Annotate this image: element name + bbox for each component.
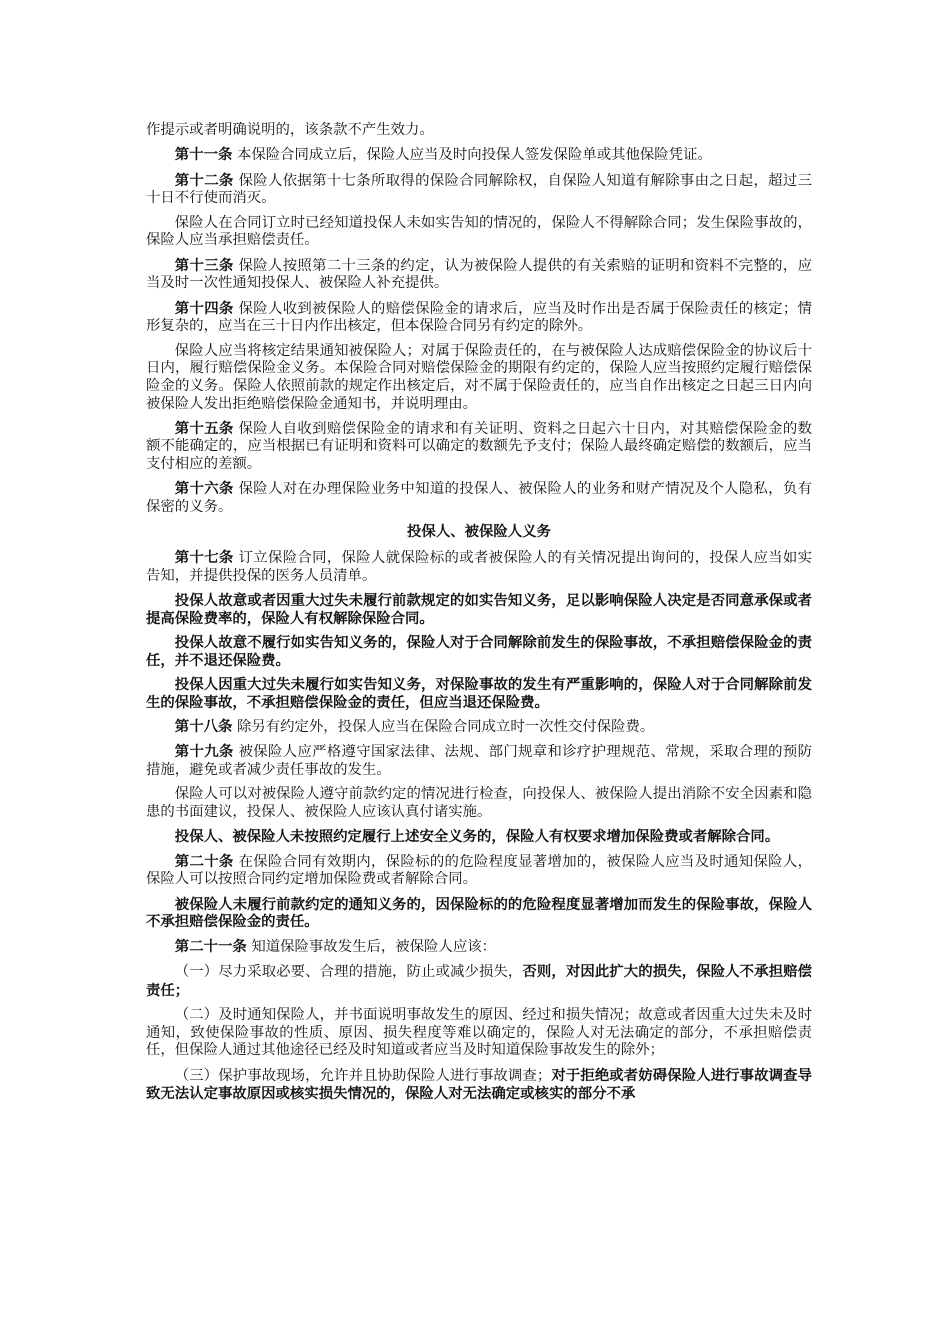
article-number: 第十三条 [174, 256, 234, 274]
article-number: 第二十条 [174, 852, 234, 870]
list-item-3: （三）保护事故现场，允许并且协助保险人进行事故调查；对于拒绝或者妨碍保险人进行事故调查导致无法认定事故原因或核实损失情况的，保险人对无法确定或核实的部分不承 [146, 1066, 812, 1103]
bold-paragraph: 投保人故意或者因重大过失未履行前款规定的如实告知义务，足以影响保险人决定是否同意承保或者提高保险费率的，保险人有权解除保险合同。 [146, 592, 812, 627]
article-13: 第十三条 保险人按照第二十三条的约定，认为被保险人提供的有关索赔的证明和资料不完整的，应当及时一次性通知投保人、被保险人补充提供。 [146, 256, 812, 292]
paragraph: 保险人在合同订立时已经知道投保人未如实告知的情况的，保险人不得解除合同；发生保险事故的，保险人应当承担赔偿责任。 [146, 214, 812, 249]
article-number: 第十五条 [174, 419, 234, 437]
bold-paragraph: 投保人、被保险人未按照约定履行上述安全义务的，保险人有权要求增加保险费或者解除合同。 [174, 828, 780, 846]
list-item-1: （一）尽力采取必要、合理的措施，防止或减少损失，否则，对因此扩大的损失，保险人不承担赔偿责任； [146, 963, 812, 999]
document-page [146, 122, 812, 1111]
article-11: 第十一条 本保险合同成立后，保险人应当及时向投保人签发保险单或其他保险凭证。 [174, 146, 712, 164]
article-number: 第十一条 [174, 146, 233, 164]
article-number: 第二十一条 [174, 937, 247, 955]
article-19: 第十九条 被保险人应严格遵守国家法律、法规、部门规章和诊疗护理规范、常规，采取合理的预防措施，避免或者减少责任事故的发生。 [146, 743, 812, 778]
article-number: 第十六条 [174, 480, 234, 498]
bold-paragraph: 投保人因重大过失未履行如实告知义务，对保险事故的发生有严重影响的，保险人对于合同解除前发生的保险事故，不承担赔偿保险金的责任，但应当退还保险费。 [146, 676, 812, 711]
article-20: 第二十条 在保险合同有效期内，保险标的的危险程度显著增加的，被保险人应当及时通知保险人，保险人可以按照合同约定增加保险费或者解除合同。 [146, 852, 812, 888]
article-15: 第十五条 保险人自收到赔偿保险金的请求和有关证明、资料之日起六十日内，对其赔偿保险金的数额不能确定的，应当根据已有证明和资料可以确定的数额先予支付；保险人最终确定赔偿的数额后，应当支付相应的差额。 [146, 419, 812, 473]
article-14: 第十四条 保险人收到被保险人的赔偿保险金的请求后，应当及时作出是否属于保险责任的核定；情形复杂的，应当在三十日内作出核定，但本保险合同另有约定的除外。 [146, 299, 812, 335]
article-16: 第十六条 保险人对在办理保险业务中知道的投保人、被保险人的业务和财产情况及个人隐私，负有保密的义务。 [146, 480, 812, 516]
article-17: 第十七条 订立保险合同，保险人就保险标的或者被保险人的有关情况提出询问的，投保人应当如实告知，并提供投保的医务人员清单。 [146, 549, 812, 584]
list-item-2: （二）及时通知保险人，并书面说明事故发生的原因、经过和损失情况；故意或者因重大过失未及时通知，致使保险事故的性质、原因、损失程度等难以确定的，保险人对无法确定的部分，不承担赔偿责任，但保险人通过其他途径已经及时知道或者应当及时知道保险事故发生的除外； [146, 1007, 812, 1059]
article-number: 第十七条 [174, 549, 234, 567]
article-number: 第十四条 [174, 299, 234, 317]
bold-paragraph: 被保险人未履行前款约定的通知义务的，因保险标的的危险程度显著增加而发生的保险事故，保险人不承担赔偿保险金的责任。 [146, 895, 812, 931]
article-number: 第十二条 [174, 171, 234, 189]
article-12: 第十二条 保险人依据第十七条所取得的保险合同解除权，自保险人知道有解除事由之日起，超过三十日不行使而消灭。 [146, 171, 812, 207]
article-18: 第十八条 除另有约定外，投保人应当在保险合同成立时一次性交付保险费。 [174, 717, 655, 735]
paragraph: 保险人应当将核定结果通知被保险人；对属于保险责任的，在与被保险人达成赔偿保险金的协议后十日内，履行赔偿保险金义务。本保险合同对赔偿保险金的期限有约定的，保险人应当按照约定履行赔偿保险金的义务。保险人依照前款的规定作出核定后，对不属于保险责任的，应当自作出核定之日起三日内向被保险人发出拒绝赔偿保险金通知书，并说明理由。 [146, 342, 812, 412]
section-heading: 投保人、被保险人义务 [407, 523, 551, 541]
paragraph: 保险人可以对被保险人遵守前款约定的情况进行检查，向投保人、被保险人提出消除不安全因素和隐患的书面建议，投保人、被保险人应该认真付诸实施。 [146, 786, 812, 820]
paragraph-continuation: 作提示或者明确说明的，该条款不产生效力。 [146, 122, 434, 138]
bold-paragraph: 投保人故意不履行如实告知义务的，保险人对于合同解除前发生的保险事故，不承担赔偿保险金的责任，并不退还保险费。 [146, 634, 812, 669]
article-number: 第十八条 [174, 717, 233, 735]
article-number: 第十九条 [174, 743, 234, 761]
article-21: 第二十一条 知道保险事故发生后，被保险人应该： [174, 937, 496, 955]
